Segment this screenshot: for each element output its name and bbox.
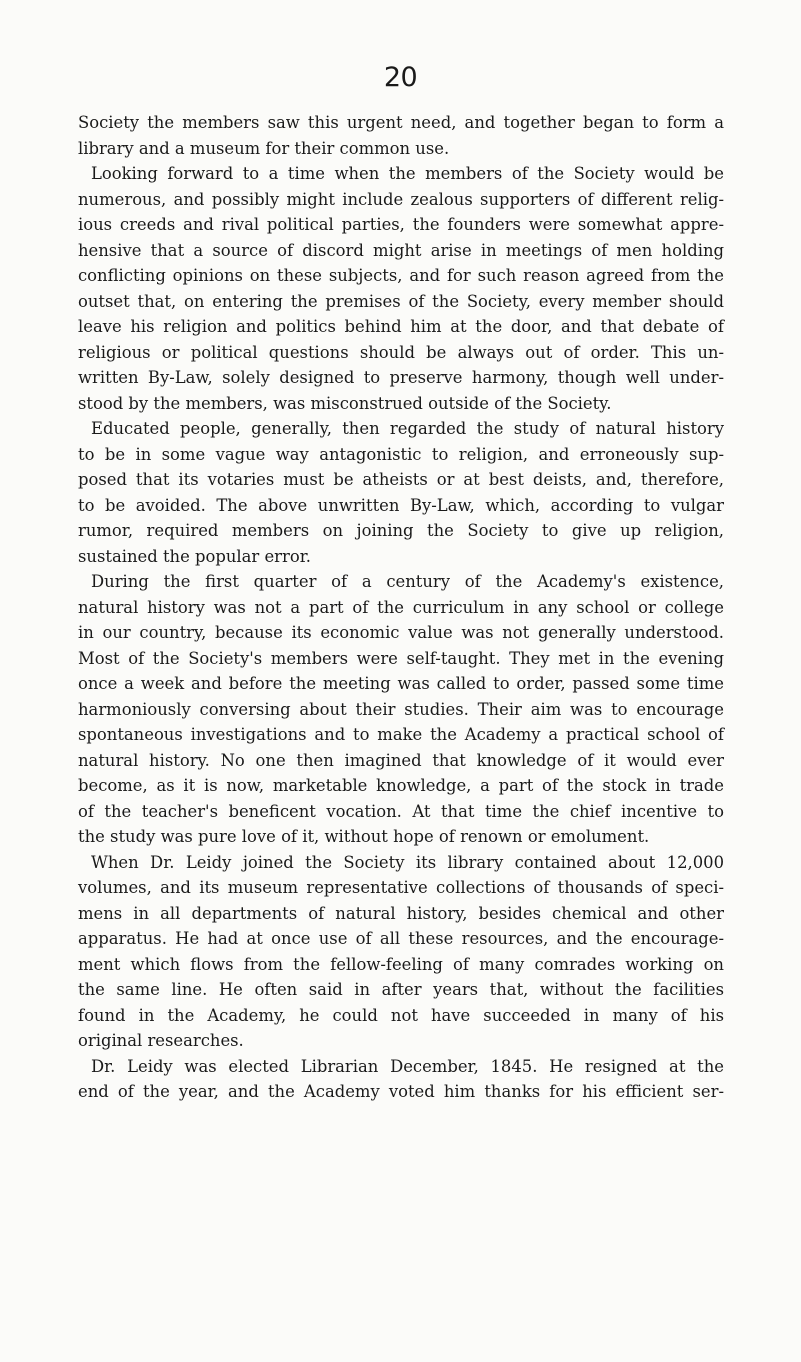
text-line: mens in all departments of natural history, besides chemical and other: [78, 903, 724, 923]
text-line: natural history. No one then imagined that knowledge of it would ever: [78, 750, 724, 770]
text-line: stood by the members, was misconstrued outside of the Society.: [78, 393, 612, 413]
text-line: become, as it is now, marketable knowledge, a part of the stock in trade: [78, 776, 724, 795]
text-line: apparatus. He had at once use of all these resources, and the encourage-: [78, 929, 724, 948]
text-line: Society the members saw this urgent need, and together began to form a: [78, 113, 724, 132]
text-line: written By-Law, solely designed to preserve harmony, though well under-: [78, 368, 724, 387]
text-line: natural history was not a part of the curriculum in any school or college: [78, 597, 724, 617]
text-line: religious or political questions should be always out of order. This un-: [78, 342, 724, 362]
text-line: outset that, on entering the premises of the Society, every member should: [78, 291, 724, 311]
text-line: ious creeds and rival political parties, the founders were somewhat appre-: [78, 215, 724, 234]
text-line: rumor, required members on joining the Society to give up religion,: [78, 521, 724, 540]
text-line: volumes, and its museum representative collections of thousands of speci-: [78, 878, 724, 897]
text-line: to be in some vague way antagonistic to religion, and erroneously sup-: [78, 444, 724, 464]
page-number: 20: [383, 62, 418, 93]
text-line: Most of the Society's members were self-taught. They met in the evening: [78, 648, 724, 668]
text-line: in our country, because its economic value was not generally understood.: [78, 623, 724, 642]
text-line: conflicting opinions on these subjects, and for such reason agreed from the: [78, 266, 724, 285]
text-line: leave his religion and politics behind him at the door, and that debate of: [78, 317, 724, 336]
text-line: hensive that a source of discord might arise in meetings of men holding: [78, 240, 724, 260]
text-line: sustained the popular error.: [78, 546, 311, 566]
text-line: spontaneous investigations and to make the Academy a practical school of: [78, 725, 724, 744]
text-line: Looking forward to a time when the members of the Society would be: [91, 164, 724, 183]
text-line: Dr. Leidy was elected Librarian December, 1845. He resigned at the: [91, 1056, 724, 1076]
text-line: of the teacher's beneficent vocation. At that time the chief incentive to: [78, 801, 724, 821]
text-line: end of the year, and the Academy voted him thanks for his efficient ser-: [78, 1082, 724, 1101]
text-line: Educated people, generally, then regarded the study of natural history: [91, 419, 724, 438]
text-line: original researches.: [78, 1031, 244, 1050]
text-line: the same line. He often said in after years that, without the facilities: [78, 980, 724, 999]
text-line: harmoniously conversing about their studies. Their aim was to encourage: [78, 699, 724, 719]
text-line: to be avoided. The above unwritten By-Law, which, according to vulgar: [78, 495, 724, 515]
text-line: the study was pure love of it, without hope of renown or emolument.: [78, 827, 650, 846]
text-line: posed that its votaries must be atheists or at best deists, and, therefore,: [78, 470, 724, 489]
body-text: [78, 110, 724, 1105]
text-line: numerous, and possibly might include zealous supporters of different relig-: [78, 189, 724, 209]
text-line: found in the Academy, he could not have succeeded in many of his: [78, 1005, 724, 1025]
text-line: library and a museum for their common use.: [78, 138, 450, 158]
text-line: When Dr. Leidy joined the Society its library contained about 12,000: [91, 852, 724, 872]
text-line: once a week and before the meeting was called to order, passed some time: [78, 674, 724, 693]
text-line: During the first quarter of a century of the Academy's existence,: [91, 572, 724, 591]
text-line: ment which flows from the fellow-feeling of many comrades working on: [78, 954, 724, 974]
